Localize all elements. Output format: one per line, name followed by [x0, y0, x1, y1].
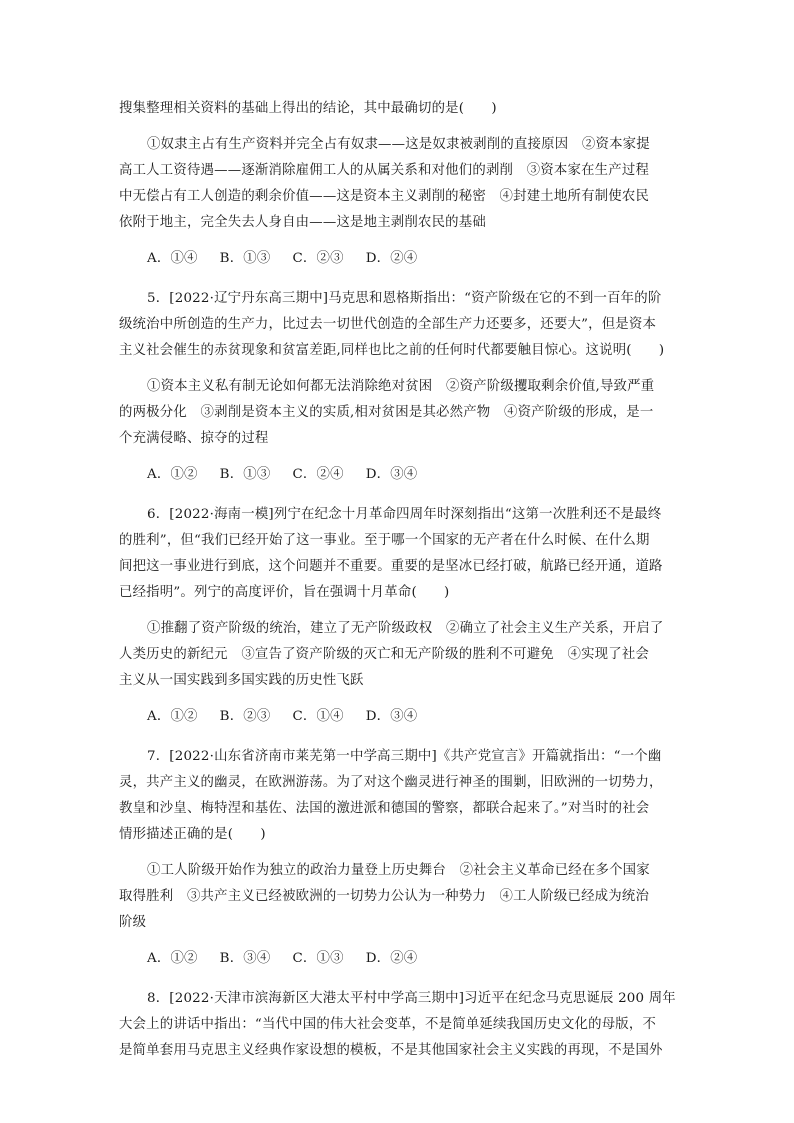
option-d[interactable]: D．③④: [365, 467, 418, 482]
statement-line: 的两极分化 ③剥削是资本主义的实质,相对贫困是其必然产物 ④资产阶级的形成，是一: [119, 405, 654, 420]
question-7-options: [119, 946, 679, 972]
option-a[interactable]: A．①④: [147, 251, 198, 266]
option-b[interactable]: B．①③: [219, 251, 271, 266]
statement-line: 人类历史的新纪元 ③宣告了资产阶级的灭亡和无产阶级的胜利不可避免 ④实现了社会: [119, 647, 650, 662]
statement-line: ①推翻了资产阶级的统治，建立了无产阶级政权 ②确立了社会主义生产关系，开启了: [147, 621, 664, 636]
question-7-stem: 教皇和沙皇、梅特涅和基佐、法国的激进派和德国的警察，都联合起来了。”对当时的社会: [119, 801, 650, 816]
option-c[interactable]: C．①④: [292, 709, 344, 724]
option-a[interactable]: A．①②: [147, 709, 198, 724]
option-b[interactable]: B．②③: [219, 709, 271, 724]
statement-line: ①奴隶主占有生产资料并完全占有奴隶——这是奴隶被剥削的直接原因 ②资本家提: [147, 137, 650, 152]
statement-line: 阶级: [119, 915, 147, 930]
statement-line: 依附于地主，完全失去人身自由——这是地主剥削农民的基础: [119, 215, 486, 230]
statement-line: 主义从一国实践到多国实践的历史性飞跃: [119, 673, 364, 688]
question-4-statements: [119, 132, 679, 236]
question-8-stem: 8．[2022·天津市滨海新区大港太平村中学高三期中]习近平在纪念马克思诞辰 200 周年: [147, 991, 676, 1006]
question-5-stem: 5．[2022·辽宁丹东高三期中]马克思和恩格斯指出：“资产阶级在它的不到一百年的阶: [147, 291, 662, 306]
question-6-stem: 6．[2022·海南一模]列宁在纪念十月革命四周年时深刻指出“这第一次胜利还不是最终: [147, 507, 662, 522]
question-7-stem: 情形描述正确的是( ): [119, 827, 266, 842]
question-4-options: [119, 246, 679, 272]
statement-line: 取得胜利 ③共产主义已经被欧洲的一切势力公认为一种势力 ④工人阶级已经成为统治: [119, 889, 650, 904]
option-b[interactable]: B．①③: [219, 467, 271, 482]
option-c[interactable]: C．②④: [292, 467, 344, 482]
option-d[interactable]: D．②④: [365, 951, 418, 966]
statement-line: ①资本主义私有制无论如何都无法消除绝对贫困 ②资产阶级攫取剩余价值,导致严重: [147, 379, 655, 394]
question-5-stem: 主义社会催生的赤贫现象和贫富差距,同样也比之前的任何时代都要触目惊心。这说明( ): [119, 343, 665, 358]
question-8: [119, 986, 679, 1064]
question-7: [119, 744, 679, 972]
option-d[interactable]: D．②④: [365, 251, 418, 266]
statement-line: 高工人工资待遇——逐渐消除雇佣工人的从属关系和对他们的剥削 ③资本家在生产过程: [119, 163, 650, 178]
question-5-options: [119, 462, 679, 488]
option-c[interactable]: C．②③: [292, 251, 344, 266]
option-a[interactable]: A．①②: [147, 951, 198, 966]
question-5: [119, 286, 679, 488]
question-7-stem: 灵，共产主义的幽灵，在欧洲游荡。为了对这个幽灵进行神圣的围剿，旧欧洲的一切势力，: [119, 775, 663, 790]
document-page: [119, 96, 679, 1064]
question-6: [119, 502, 679, 730]
question-6-options: [119, 704, 679, 730]
statement-line: 中无偿占有工人创造的剩余价值——这是资本主义剥削的秘密 ④封建土地所有制使农民: [119, 189, 650, 204]
question-6-stem: 间把这一事业进行到底，这个问题并不重要。重要的是坚冰已经打破，航路已经开通，道路: [119, 559, 663, 574]
question-7-stem: 7．[2022·山东省济南市莱芜第一中学高三期中]《共产党宣言》开篇就指出：“一个幽: [147, 749, 662, 764]
question-6-stem: 已经指明”。列宁的高度评价，旨在强调十月革命( ): [119, 585, 450, 600]
statement-line: ①工人阶级开始作为独立的政治力量登上历史舞台 ②社会主义革命已经在多个国家: [147, 863, 650, 878]
question-4-stem-tail: 搜集整理相关资料的基础上得出的结论，其中最确切的是( ): [119, 101, 497, 116]
question-8-stem: 大会上的讲话中指出：“当代中国的伟大社会变革，不是简单延续我国历史文化的母版，不: [119, 1017, 657, 1032]
question-6-stem: 的胜利”，但“我们已经开始了这一事业。至于哪一个国家的无产者在什么时候、在什么期: [119, 533, 650, 548]
option-d[interactable]: D．③④: [365, 709, 418, 724]
question-5-stem: 级统治中所创造的生产力，比过去一切世代创造的全部生产力还要多，还要大”，但是资本: [119, 317, 657, 332]
option-c[interactable]: C．①③: [292, 951, 344, 966]
option-b[interactable]: B．③④: [219, 951, 271, 966]
question-8-stem: 是简单套用马克思主义经典作家设想的模板，不是其他国家社会主义实践的再现，不是国外: [119, 1043, 663, 1058]
option-a[interactable]: A．①②: [147, 467, 198, 482]
statement-line: 个充满侵略、掠夺的过程: [119, 431, 269, 446]
